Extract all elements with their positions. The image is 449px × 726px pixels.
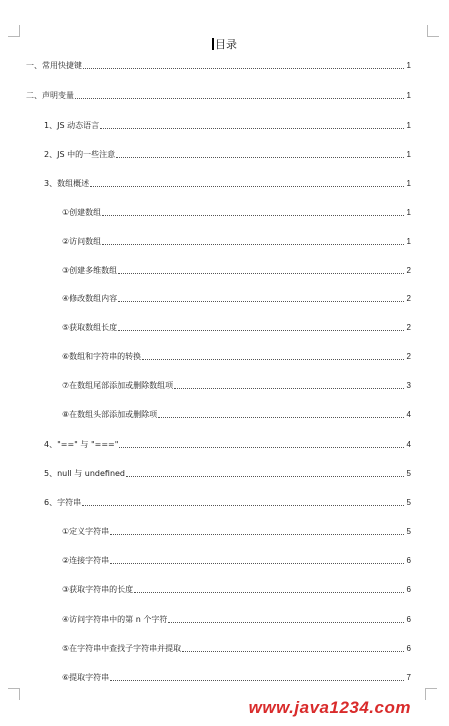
toc-entry-text: 5、null 与 undefined	[44, 469, 126, 478]
toc-entry[interactable]	[62, 321, 411, 333]
toc-entry[interactable]	[62, 350, 411, 362]
dot-leader	[118, 273, 404, 274]
toc-entry[interactable]	[62, 292, 411, 304]
toc-entry[interactable]	[62, 206, 411, 218]
toc-entry-text: ⑤在字符串中查找子字符串并提取	[62, 644, 182, 653]
toc-entry[interactable]	[44, 467, 411, 479]
dot-leader	[83, 68, 404, 69]
toc-entry[interactable]	[44, 148, 411, 160]
toc-entry[interactable]	[62, 613, 411, 625]
toc-heading-text: 目录	[215, 38, 237, 51]
toc-entry-text: ①定义字符串	[62, 527, 110, 536]
toc-page-number: 3	[406, 381, 411, 390]
toc-page-number: 1	[406, 91, 411, 100]
dot-leader	[142, 359, 404, 360]
toc-entry-text: 二、声明变量	[26, 91, 74, 100]
dot-leader	[119, 447, 404, 448]
toc-entry-text: ⑦在数组尾部添加或删除数组项	[62, 381, 174, 390]
toc-entry-text: ②连接字符串	[62, 556, 110, 565]
toc-page-number: 6	[406, 556, 411, 565]
toc-page-number: 5	[406, 498, 411, 507]
toc-entry[interactable]	[44, 496, 411, 508]
dot-leader	[126, 476, 404, 477]
toc-entry-text: 3、数组概述	[44, 179, 90, 188]
toc-entry[interactable]	[62, 264, 411, 276]
toc-entry[interactable]	[62, 379, 411, 391]
toc-page-number: 1	[406, 208, 411, 217]
toc-entry-text: ③获取字符串的长度	[62, 585, 134, 594]
toc-entry-text: 一、常用快捷键	[26, 61, 82, 70]
toc-page-number: 5	[406, 527, 411, 536]
toc-entry[interactable]	[62, 671, 411, 683]
toc-entry-text: ③创建多维数组	[62, 266, 118, 275]
toc-entry-text: ②访问数组	[62, 237, 102, 246]
toc-page-number: 2	[406, 323, 411, 332]
toc-entry[interactable]	[44, 177, 411, 189]
dot-leader	[110, 563, 404, 564]
dot-leader	[118, 301, 404, 302]
toc-entry[interactable]	[26, 89, 411, 101]
toc-page-number: 6	[406, 644, 411, 653]
dot-leader	[75, 98, 404, 99]
dot-leader	[110, 680, 404, 681]
dot-leader	[158, 417, 404, 418]
toc-entry[interactable]	[44, 119, 411, 131]
toc-entry-text: ⑧在数组头部添加或删除项	[62, 410, 158, 419]
toc-page-number: 4	[406, 410, 411, 419]
toc-entry[interactable]	[62, 642, 411, 654]
toc-entry[interactable]	[62, 554, 411, 566]
dot-leader	[118, 330, 404, 331]
toc-entry-text: 1、JS 动态语言	[44, 121, 100, 130]
toc-entry[interactable]	[62, 408, 411, 420]
dot-leader	[102, 215, 404, 216]
toc-page-number: 6	[406, 585, 411, 594]
dot-leader	[168, 622, 404, 623]
toc-entry-text: ④修改数组内容	[62, 294, 118, 303]
toc-entry-text: 6、字符串	[44, 498, 82, 507]
toc-page-number: 5	[406, 469, 411, 478]
toc-entry[interactable]	[62, 235, 411, 247]
toc-page-number: 1	[406, 121, 411, 130]
dot-leader	[182, 651, 404, 652]
toc-page-number: 7	[406, 673, 411, 682]
toc-page-number: 6	[406, 615, 411, 624]
toc-page-number: 1	[406, 237, 411, 246]
dot-leader	[90, 186, 404, 187]
dot-leader	[174, 388, 404, 389]
toc-page-number: 1	[406, 179, 411, 188]
toc-entry-text: ⑤获取数组长度	[62, 323, 118, 332]
site-watermark: www.java1234.com	[248, 698, 411, 717]
toc-entry-text: 4、"==" 与 "==="	[44, 440, 119, 449]
dot-leader	[82, 505, 404, 506]
toc-page-number: 2	[406, 294, 411, 303]
toc-entry-text: ⑥提取字符串	[62, 673, 110, 682]
toc-entry-text: ⑥数组和字符串的转换	[62, 352, 142, 361]
dot-leader	[102, 244, 404, 245]
dot-leader	[110, 534, 404, 535]
toc-entry[interactable]	[44, 438, 411, 450]
toc-page-number: 2	[406, 266, 411, 275]
toc-entry[interactable]	[26, 59, 411, 71]
dot-leader	[100, 128, 404, 129]
toc-page-number: 1	[406, 150, 411, 159]
toc-entry-text: 2、JS 中的一些注意	[44, 150, 116, 159]
toc-entry[interactable]	[62, 583, 411, 595]
dot-leader	[134, 592, 404, 593]
dot-leader	[116, 157, 404, 158]
toc-page-number: 1	[406, 61, 411, 70]
toc-entry[interactable]	[62, 525, 411, 537]
toc-page-number: 4	[406, 440, 411, 449]
toc-page-number: 2	[406, 352, 411, 361]
toc-entry-text: ④访问字符串中的第 n 个字符	[62, 615, 168, 624]
toc-entry-text: ①创建数组	[62, 208, 102, 217]
